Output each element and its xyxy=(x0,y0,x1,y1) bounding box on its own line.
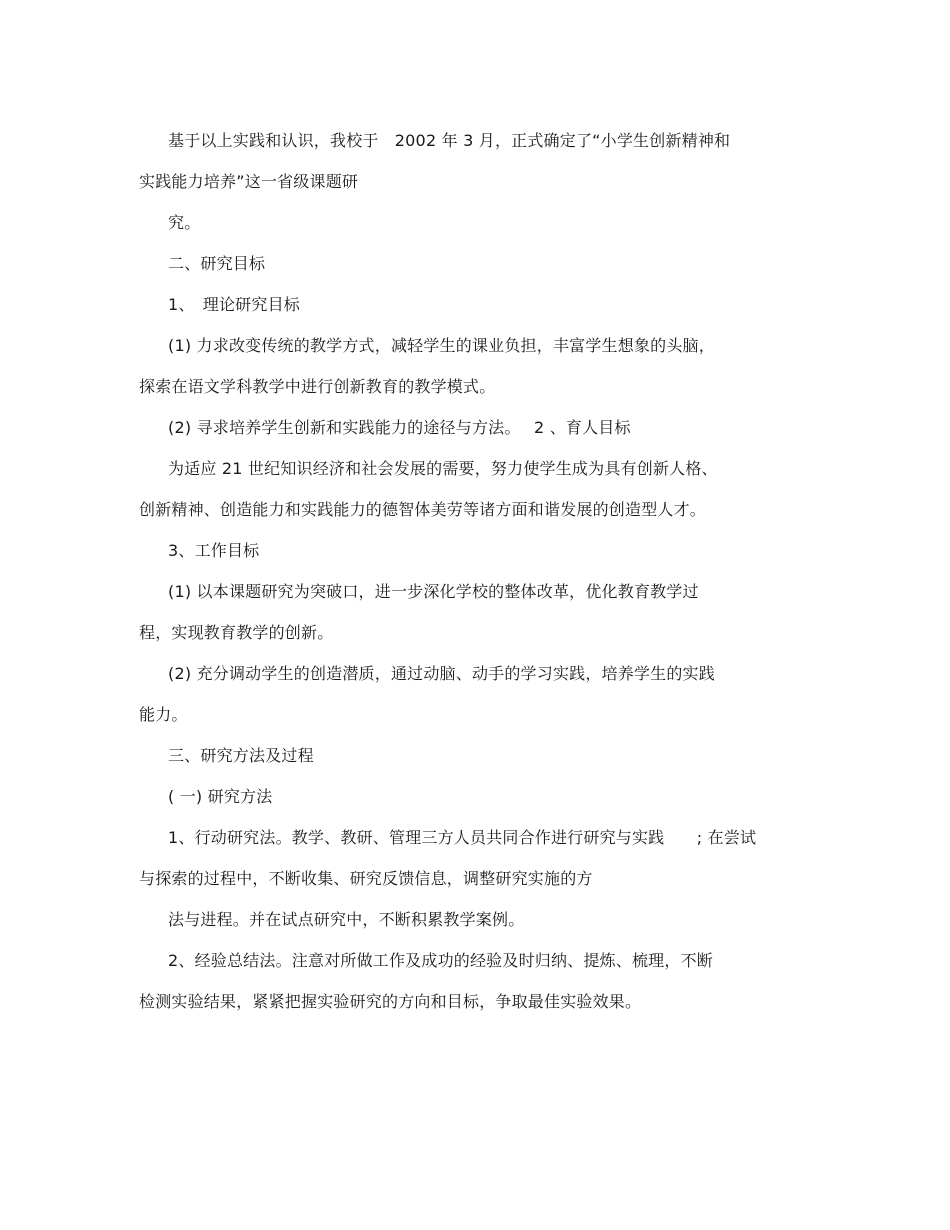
subsection-heading: 3、工作目标 xyxy=(168,541,260,560)
paragraph-line: 实践能力培养”这一省级课题研 xyxy=(139,172,359,191)
paragraph-line: 1、行动研究法。教学、教研、管理三方人员共同合作进行研究与实践 ; 在尝试 xyxy=(168,828,757,847)
subsection-heading: ( 一) 研究方法 xyxy=(168,787,273,806)
section-heading: 三、研究方法及过程 xyxy=(168,746,314,765)
paragraph-line: (1) 以本课题研究为突破口，进一步深化学校的整体改革，优化教育教学过 xyxy=(168,582,699,601)
paragraph-line: 探索在语文学科教学中进行创新教育的教学模式。 xyxy=(139,377,496,396)
paragraph-line: 创新精神、创造能力和实践能力的德智体美劳等诸方面和谐发展的创造型人才。 xyxy=(139,500,707,519)
paragraph-line: (2) 充分调动学生的创造潜质，通过动脑、动手的学习实践，培养学生的实践 xyxy=(168,664,715,683)
paragraph-line: 程，实现教育教学的创新。 xyxy=(139,623,334,642)
paragraph-line: (1) 力求改变传统的教学方式，减轻学生的课业负担，丰富学生想象的头脑， xyxy=(168,336,715,355)
section-heading: 二、研究目标 xyxy=(168,254,266,273)
paragraph-line: 能力。 xyxy=(139,705,188,724)
paragraph-line: 为适应 21 世纪知识经济和社会发展的需要，努力使学生成为具有创新人格、 xyxy=(168,459,718,478)
paragraph-line: 与探索的过程中，不断收集、研究反馈信息，调整研究实施的方 xyxy=(139,869,593,888)
paragraph-line: 2、经验总结法。注意对所做工作及成功的经验及时归纳、提炼、梳理，不断 xyxy=(168,951,713,970)
subsection-heading: 1、 理论研究目标 xyxy=(168,295,300,314)
paragraph-line: 基于以上实践和认识，我校于 2002 年 3 月，正式确定了“小学生创新精神和 xyxy=(168,131,731,150)
paragraph-line: 究。 xyxy=(168,213,201,232)
paragraph-line: (2) 寻求培养学生创新和实践能力的途径与方法。 2 、育人目标 xyxy=(168,418,631,437)
paragraph-line: 法与进程。并在试点研究中，不断积累教学案例。 xyxy=(168,910,525,929)
paragraph-line: 检测实验结果，紧紧把握实验研究的方向和目标，争取最佳实验效果。 xyxy=(139,992,642,1011)
